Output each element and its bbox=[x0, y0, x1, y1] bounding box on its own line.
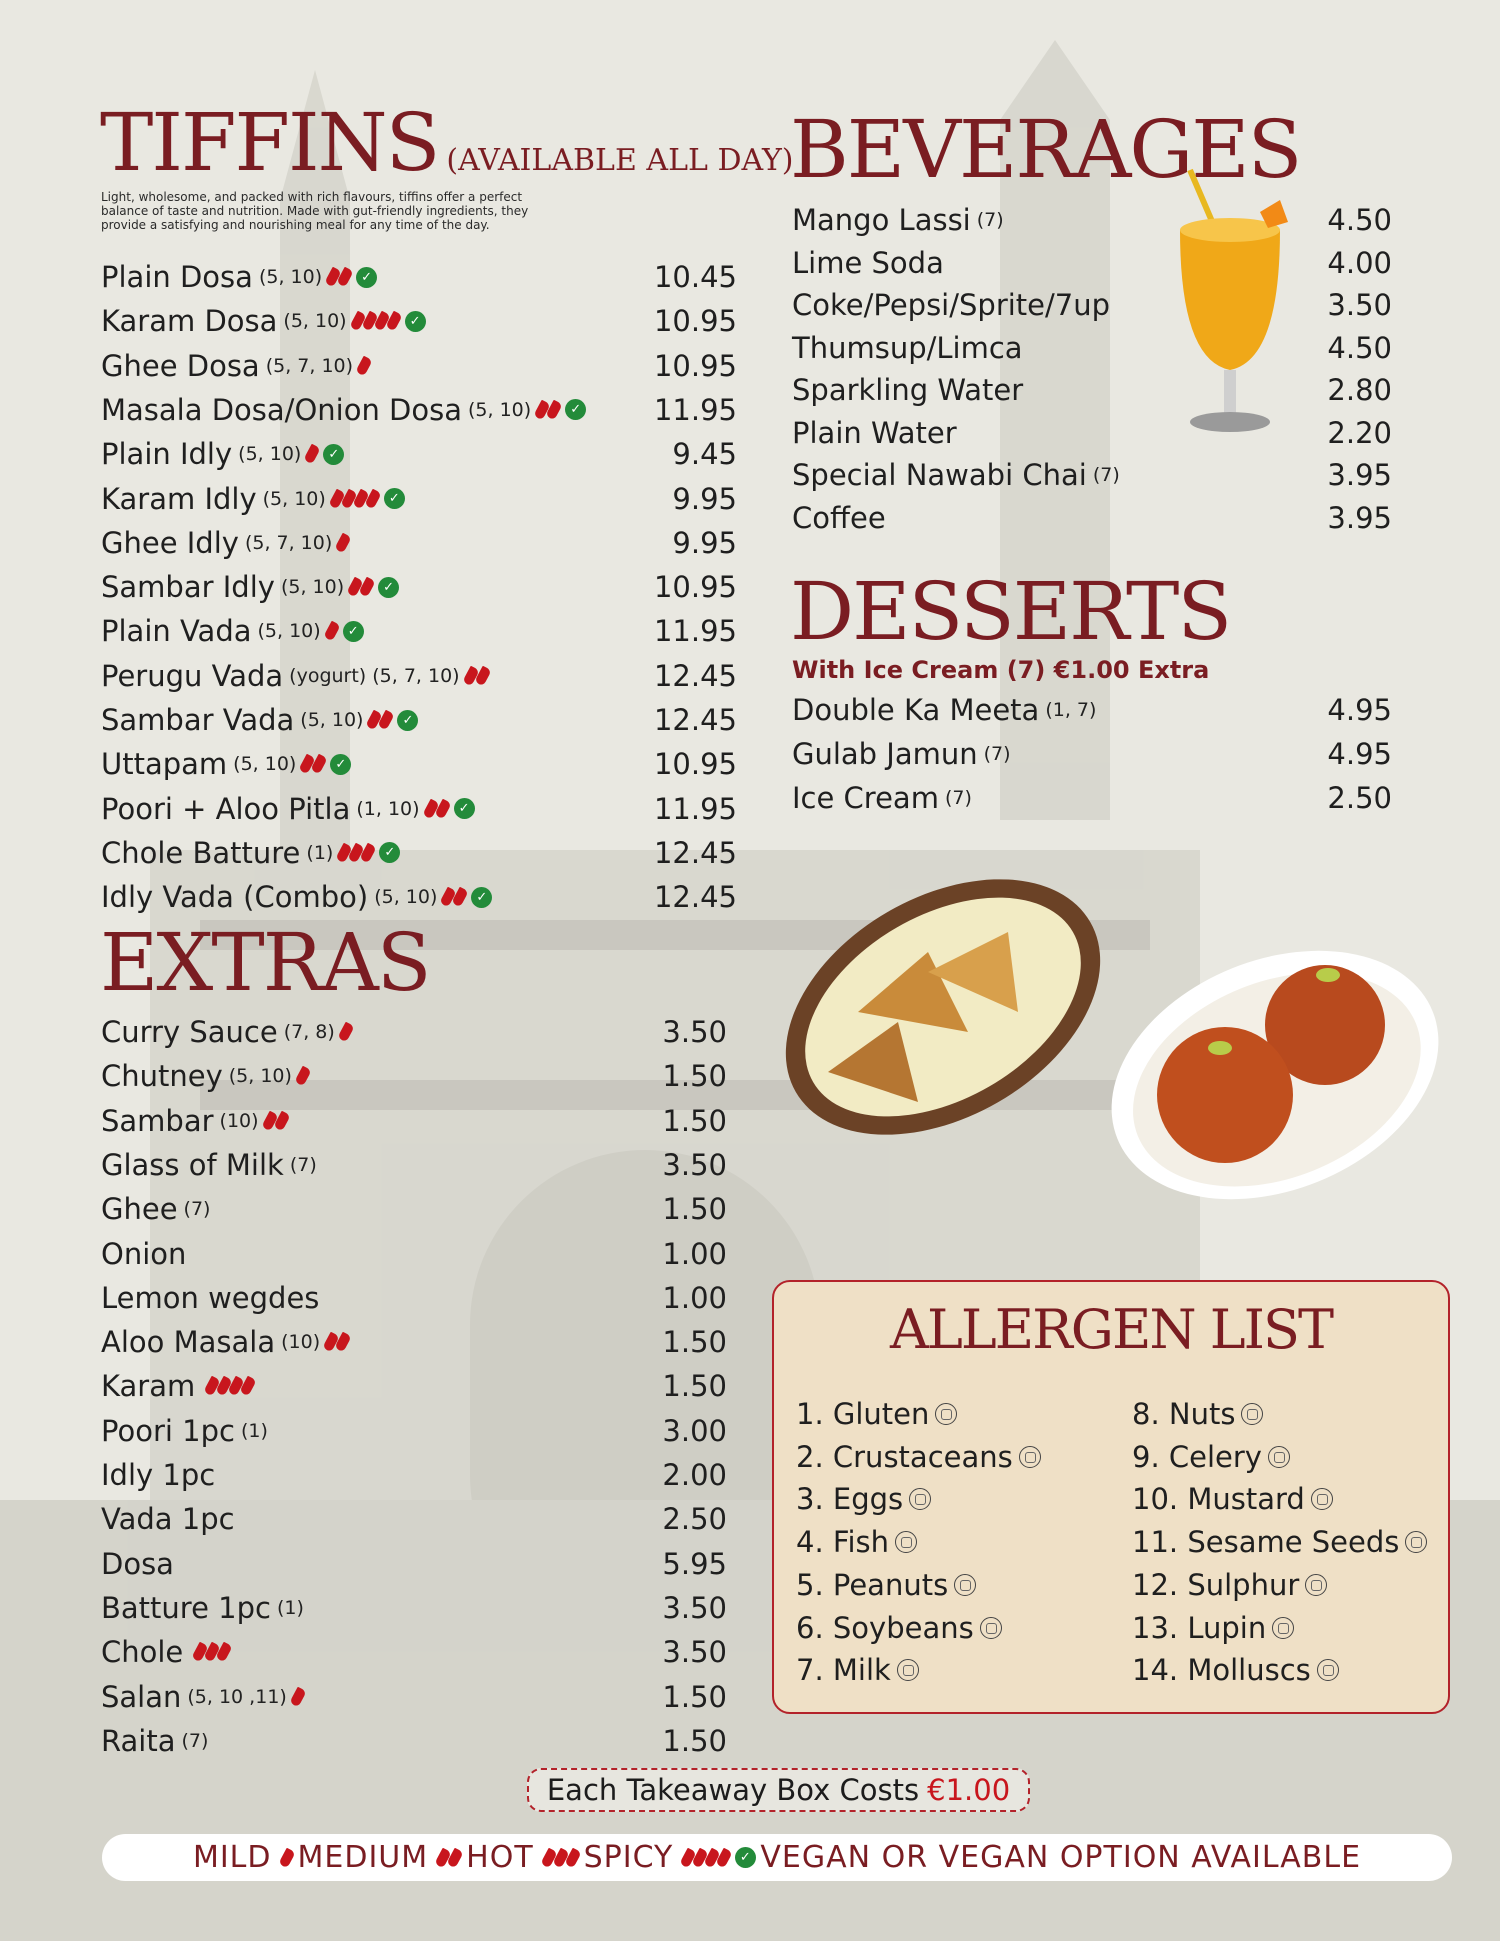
vegan-leaf-icon: ✓ bbox=[323, 444, 344, 465]
tiffins-subtitle: (AVAILABLE ALL DAY) bbox=[446, 143, 794, 178]
menu-item-price: 1.50 bbox=[662, 1723, 727, 1758]
menu-item-row bbox=[101, 255, 737, 299]
menu-item-allergens: (5, 10) bbox=[374, 886, 438, 909]
menu-item-price: 2.20 bbox=[1327, 415, 1392, 450]
menu-item-name: Chole bbox=[101, 1635, 184, 1670]
menu-item-row bbox=[792, 283, 1392, 327]
allergen-item bbox=[796, 1482, 931, 1516]
menu-item-allergens: (7) bbox=[983, 743, 1011, 765]
menu-item-allergens: (5, 10) bbox=[468, 398, 532, 421]
allergen-icon bbox=[1272, 1617, 1294, 1639]
takeaway-text: Each Takeaway Box Costs bbox=[546, 1773, 920, 1807]
menu-item-name: Plain Idly bbox=[101, 437, 233, 472]
menu-item-price: 4.50 bbox=[1327, 330, 1392, 365]
menu-item-name: Lime Soda bbox=[792, 245, 944, 280]
menu-item-name: Coffee bbox=[792, 500, 886, 535]
menu-item-row bbox=[792, 198, 1392, 242]
spice-level-icons bbox=[443, 887, 492, 908]
menu-item-price: 11.95 bbox=[653, 614, 737, 649]
allergen-icon bbox=[1405, 1531, 1427, 1553]
menu-item-name: Uttapam bbox=[101, 747, 228, 782]
menu-item-allergens: (5, 10) bbox=[300, 709, 364, 731]
menu-item-allergens: (7) bbox=[289, 1153, 317, 1176]
menu-item-allergens: (5, 10) bbox=[262, 487, 326, 510]
spice-level-icons bbox=[359, 357, 371, 375]
menu-item-price: 10.95 bbox=[653, 348, 737, 383]
menu-item-row bbox=[101, 299, 737, 343]
menu-item-row bbox=[792, 496, 1392, 540]
beverages-title: BEVERAGES bbox=[790, 103, 1301, 196]
menu-item-price: 3.95 bbox=[1327, 500, 1392, 535]
allergen-label: 5. Peanuts bbox=[796, 1567, 949, 1602]
menu-item-allergens: (10) bbox=[219, 1109, 259, 1132]
menu-item-row bbox=[101, 565, 737, 609]
menu-item-row bbox=[101, 787, 737, 831]
menu-item-name: Plain Vada bbox=[101, 614, 252, 649]
double-ka-meeta-image bbox=[768, 862, 1118, 1152]
menu-item-row bbox=[792, 732, 1392, 776]
menu-item-price: 3.50 bbox=[662, 1635, 727, 1670]
vegan-leaf-icon: ✓ bbox=[454, 798, 475, 819]
menu-item-row bbox=[101, 609, 737, 653]
menu-item-allergens: (7) bbox=[183, 1198, 211, 1221]
menu-item-name: Salan bbox=[101, 1679, 182, 1714]
allergen-icon bbox=[1317, 1659, 1339, 1681]
menu-item-name: Chole Batture bbox=[101, 835, 301, 870]
vegan-leaf-icon: ✓ bbox=[330, 754, 351, 775]
menu-item-allergens: (5, 10) bbox=[257, 620, 321, 643]
menu-item-name: Ice Cream bbox=[792, 781, 939, 815]
spice-level-icons bbox=[341, 1023, 353, 1041]
menu-item-allergens: (1, 10) bbox=[356, 797, 420, 820]
menu-item-price: 10.95 bbox=[653, 747, 737, 782]
menu-item-name: Onion bbox=[101, 1236, 187, 1271]
vegan-leaf-icon: ✓ bbox=[397, 710, 418, 731]
menu-item-price: 4.50 bbox=[1327, 203, 1392, 237]
allergen-item bbox=[796, 1568, 976, 1602]
vegan-leaf-icon: ✓ bbox=[384, 488, 405, 509]
menu-item-price: 9.95 bbox=[672, 525, 737, 560]
menu-item-price: 4.95 bbox=[1327, 737, 1392, 771]
menu-item-row bbox=[792, 241, 1392, 285]
allergen-icon bbox=[1019, 1446, 1041, 1468]
allergen-list-panel bbox=[772, 1280, 1450, 1714]
menu-item-row bbox=[101, 1630, 727, 1674]
menu-item-allergens: (7) bbox=[944, 787, 972, 809]
menu-item-allergens: (7) bbox=[976, 209, 1004, 231]
chili-icon bbox=[304, 444, 321, 465]
menu-item-allergens: (5, 7, 10) bbox=[265, 354, 354, 377]
menu-item-row bbox=[101, 1187, 727, 1231]
spice-level-icons bbox=[466, 667, 490, 685]
spice-level-icons bbox=[339, 842, 400, 863]
menu-item-price: 2.50 bbox=[1327, 781, 1392, 815]
menu-item-price: 9.45 bbox=[672, 437, 737, 472]
menu-item-allergens: (5, 10) bbox=[228, 1065, 292, 1088]
chili-icon bbox=[335, 533, 352, 554]
allergen-label: 3. Eggs bbox=[796, 1482, 904, 1517]
legend-hot: HOT bbox=[466, 1840, 534, 1875]
legend-hot-chili-icon bbox=[544, 1849, 580, 1867]
legend-mild-chili-icon bbox=[282, 1849, 294, 1867]
menu-item-row bbox=[101, 1453, 727, 1497]
menu-item-name: Mango Lassi bbox=[792, 203, 971, 237]
menu-item-price: 2.50 bbox=[662, 1502, 727, 1537]
menu-item-price: 12.45 bbox=[653, 703, 737, 737]
menu-item-allergens: (10) bbox=[281, 1331, 321, 1354]
menu-item-row bbox=[101, 654, 737, 698]
menu-item-price: 4.00 bbox=[1327, 245, 1392, 280]
menu-item-price: 1.50 bbox=[662, 1103, 727, 1138]
tiffins-title: TIFFINS bbox=[100, 96, 439, 189]
legend-medium-chili-icon bbox=[438, 1849, 462, 1867]
menu-item-allergens: (5, 10) bbox=[238, 443, 302, 466]
menu-item-price: 1.50 bbox=[662, 1192, 727, 1227]
legend-mild: MILD bbox=[192, 1840, 272, 1875]
menu-item-price: 3.00 bbox=[662, 1413, 727, 1448]
menu-item-price: 1.00 bbox=[662, 1280, 727, 1315]
allergen-icon bbox=[954, 1574, 976, 1596]
menu-item-name: Sparkling Water bbox=[792, 373, 1024, 407]
menu-item-row bbox=[101, 432, 737, 476]
allergen-item bbox=[796, 1653, 919, 1687]
menu-item-name: Plain Water bbox=[792, 415, 957, 450]
menu-item-name: Karam Idly bbox=[101, 481, 257, 516]
menu-item-allergens: (5, 10) bbox=[233, 753, 297, 776]
menu-item-row bbox=[792, 776, 1392, 820]
menu-item-row bbox=[792, 326, 1392, 370]
menu-item-name: Aloo Masala bbox=[101, 1325, 276, 1360]
menu-item-price: 4.95 bbox=[1327, 693, 1392, 727]
allergen-item bbox=[796, 1440, 1041, 1474]
menu-item-name: Thumsup/Limca bbox=[792, 330, 1023, 365]
menu-item-row bbox=[101, 1010, 727, 1054]
allergen-icon bbox=[1241, 1403, 1263, 1425]
menu-item-name: Chutney bbox=[101, 1059, 223, 1094]
menu-item-allergens: (1) bbox=[240, 1419, 268, 1442]
menu-item-price: 2.80 bbox=[1327, 373, 1392, 407]
spice-level-icons bbox=[537, 399, 586, 420]
menu-item-name: Raita bbox=[101, 1723, 176, 1758]
menu-item-row bbox=[101, 1497, 727, 1541]
menu-item-allergens: (7) bbox=[181, 1729, 209, 1752]
menu-item-allergens: (5, 7, 10) bbox=[244, 531, 333, 554]
allergen-label: 2. Crustaceans bbox=[796, 1439, 1013, 1474]
menu-item-allergens: (5, 10) bbox=[258, 266, 323, 288]
spice-level-icons bbox=[293, 1688, 305, 1706]
allergen-item bbox=[1132, 1482, 1333, 1516]
allergen-label: 10. Mustard bbox=[1132, 1482, 1305, 1517]
menu-item-price: 12.45 bbox=[653, 835, 737, 870]
menu-item-row bbox=[101, 1276, 727, 1320]
menu-item-row bbox=[101, 477, 737, 521]
allergen-icon bbox=[1311, 1488, 1333, 1510]
allergen-item bbox=[1132, 1611, 1294, 1645]
chili-icon bbox=[323, 621, 340, 642]
menu-item-allergens: (5, 10 ,11) bbox=[187, 1685, 287, 1708]
vegan-leaf-icon: ✓ bbox=[378, 577, 399, 598]
menu-item-row bbox=[101, 1099, 727, 1143]
allergen-item bbox=[1132, 1440, 1290, 1474]
spice-level-icons bbox=[338, 534, 350, 552]
legend-vegan-leaf-icon: ✓ bbox=[735, 1847, 756, 1868]
menu-item-row bbox=[101, 1320, 727, 1364]
menu-item-row bbox=[101, 698, 737, 742]
chili-icon bbox=[337, 1022, 354, 1043]
menu-item-price: 10.95 bbox=[653, 570, 737, 605]
spice-level-icons bbox=[353, 311, 426, 332]
allergen-item bbox=[1132, 1397, 1263, 1431]
menu-item-row bbox=[101, 1542, 727, 1586]
menu-item-row bbox=[101, 875, 737, 919]
allergen-item bbox=[1132, 1653, 1339, 1687]
spice-level-icons bbox=[265, 1112, 289, 1130]
menu-item-name: Karam bbox=[101, 1369, 196, 1404]
menu-item-price: 11.95 bbox=[653, 392, 737, 427]
menu-item-row bbox=[101, 344, 737, 388]
allergen-icon bbox=[895, 1531, 917, 1553]
menu-item-price: 11.95 bbox=[653, 791, 737, 826]
menu-item-allergens: (1, 7) bbox=[1045, 699, 1097, 721]
menu-item-name: Lemon wegdes bbox=[101, 1280, 320, 1315]
menu-item-price: 12.45 bbox=[653, 880, 737, 915]
spice-level-icons bbox=[307, 444, 344, 465]
menu-item-price: 1.50 bbox=[662, 1679, 727, 1714]
allergen-label: 4. Fish bbox=[796, 1525, 890, 1560]
spice-level-icons bbox=[369, 710, 418, 731]
allergen-icon bbox=[1268, 1446, 1290, 1468]
menu-item-price: 1.50 bbox=[662, 1325, 727, 1360]
menu-item-name: Ghee Dosa bbox=[101, 348, 260, 383]
allergen-label: 1. Gluten bbox=[796, 1397, 930, 1431]
menu-item-price: 3.95 bbox=[1327, 458, 1392, 492]
menu-item-name: Vada 1pc bbox=[101, 1502, 235, 1537]
menu-item-name: Gulab Jamun bbox=[792, 737, 978, 771]
menu-item-row bbox=[792, 453, 1392, 497]
menu-item-name: Idly Vada (Combo) bbox=[101, 880, 369, 915]
menu-item-allergens: (7) bbox=[1092, 464, 1120, 486]
allergen-label: 7. Milk bbox=[796, 1653, 891, 1688]
allergen-item bbox=[796, 1611, 1002, 1645]
menu-item-name: Sambar bbox=[101, 1103, 214, 1138]
allergen-icon bbox=[1305, 1574, 1327, 1596]
menu-item-allergens: (7, 8) bbox=[283, 1021, 335, 1043]
menu-item-name: Ghee Idly bbox=[101, 525, 239, 560]
extras-title: EXTRAS bbox=[100, 916, 430, 1009]
menu-item-allergens: (1) bbox=[306, 841, 334, 864]
menu-item-allergens: (yogurt) (5, 7, 10) bbox=[289, 664, 460, 687]
spice-level-icons bbox=[298, 1067, 310, 1085]
legend-spicy-chili-icon bbox=[683, 1849, 731, 1867]
chili-icon bbox=[355, 355, 372, 376]
menu-item-name: Glass of Milk bbox=[101, 1147, 284, 1182]
menu-item-name: Curry Sauce bbox=[101, 1015, 278, 1049]
menu-item-price: 3.50 bbox=[662, 1590, 727, 1625]
spice-level-icons bbox=[195, 1643, 231, 1661]
menu-item-name: Sambar Idly bbox=[101, 570, 275, 605]
menu-item-name: Double Ka Meeta bbox=[792, 693, 1040, 727]
menu-item-row bbox=[101, 1409, 727, 1453]
allergen-label: 12. Sulphur bbox=[1132, 1567, 1300, 1602]
allergen-label: 13. Lupin bbox=[1132, 1610, 1267, 1645]
menu-item-price: 3.50 bbox=[662, 1015, 727, 1049]
vegan-leaf-icon: ✓ bbox=[356, 267, 377, 288]
vegan-leaf-icon: ✓ bbox=[471, 887, 492, 908]
menu-item-allergens: (1) bbox=[276, 1596, 304, 1619]
menu-item-row bbox=[792, 368, 1392, 412]
spice-level-icons bbox=[328, 267, 377, 288]
menu-item-row bbox=[792, 688, 1392, 732]
menu-item-row bbox=[101, 742, 737, 786]
menu-item-price: 1.00 bbox=[662, 1236, 727, 1271]
spice-level-icons bbox=[350, 577, 399, 598]
menu-item-name: Idly 1pc bbox=[101, 1458, 216, 1492]
spice-level-icons bbox=[302, 754, 351, 775]
menu-item-row bbox=[101, 521, 737, 565]
gulab-jamun-image bbox=[1100, 930, 1450, 1215]
menu-item-name: Perugu Vada bbox=[101, 658, 284, 693]
menu-item-name: Ghee bbox=[101, 1192, 178, 1227]
menu-item-row bbox=[792, 411, 1392, 455]
menu-item-price: 5.95 bbox=[662, 1546, 727, 1581]
menu-item-name: Batture 1pc bbox=[101, 1590, 271, 1625]
menu-item-name: Masala Dosa/Onion Dosa bbox=[101, 392, 462, 427]
menu-item-name: Sambar Vada bbox=[101, 703, 295, 737]
allergen-icon bbox=[897, 1659, 919, 1681]
menu-item-row bbox=[101, 388, 737, 432]
menu-item-price: 3.50 bbox=[662, 1147, 727, 1182]
allergen-item bbox=[796, 1397, 957, 1431]
menu-item-price: 1.50 bbox=[662, 1369, 727, 1404]
menu-item-row bbox=[101, 1143, 727, 1187]
spice-level-icons bbox=[426, 798, 475, 819]
menu-item-name: Dosa bbox=[101, 1546, 174, 1581]
allergen-item bbox=[796, 1525, 917, 1559]
vegan-leaf-icon: ✓ bbox=[405, 311, 426, 332]
vegan-leaf-icon: ✓ bbox=[565, 399, 586, 420]
allergen-icon bbox=[980, 1617, 1002, 1639]
spice-level-icons bbox=[332, 488, 405, 509]
allergen-label: 6. Soybeans bbox=[796, 1610, 974, 1645]
tiffins-heading bbox=[100, 96, 794, 189]
allergen-list-title: ALLERGEN LIST bbox=[890, 1298, 1332, 1361]
allergen-icon bbox=[935, 1403, 957, 1425]
menu-item-name: Plain Dosa bbox=[101, 260, 253, 294]
menu-item-name: Poori + Aloo Pitla bbox=[101, 791, 351, 826]
menu-item-price: 10.95 bbox=[653, 304, 737, 339]
allergen-label: 11. Sesame Seeds bbox=[1132, 1525, 1400, 1560]
menu-item-price: 10.45 bbox=[653, 260, 737, 294]
allergen-label: 14. Molluscs bbox=[1132, 1653, 1311, 1688]
spice-level-icons bbox=[207, 1377, 255, 1395]
allergen-item bbox=[1132, 1525, 1427, 1559]
chili-icon bbox=[294, 1066, 311, 1087]
menu-item-row bbox=[101, 1719, 727, 1763]
menu-item-row bbox=[101, 831, 737, 875]
allergen-icon bbox=[909, 1488, 931, 1510]
vegan-leaf-icon: ✓ bbox=[379, 842, 400, 863]
menu-item-price: 3.50 bbox=[1327, 288, 1392, 322]
chili-icon bbox=[378, 710, 395, 731]
tiffins-description: Light, wholesome, and packed with rich flavours, tiffins offer a perfect balance of taste and nutrition. Made with gut-friendly ingredients, they provide a satisfying and nourishing meal for any time of the day. bbox=[101, 190, 529, 232]
menu-item-row bbox=[101, 1364, 727, 1408]
menu-item-name: Karam Dosa bbox=[101, 304, 278, 339]
menu-item-price: 9.95 bbox=[672, 481, 737, 516]
desserts-title: DESSERTS bbox=[790, 565, 1231, 658]
menu-item-allergens: (5, 10) bbox=[283, 310, 347, 333]
legend-spicy: SPICY bbox=[583, 1840, 674, 1875]
spice-level-icons bbox=[327, 621, 364, 642]
menu-item-allergens: (5, 10) bbox=[280, 576, 345, 599]
takeaway-note bbox=[527, 1768, 1030, 1812]
menu-item-price: 2.00 bbox=[662, 1458, 727, 1492]
legend-medium: MEDIUM bbox=[297, 1840, 429, 1875]
spice-legend bbox=[102, 1834, 1452, 1881]
spice-level-icons bbox=[326, 1333, 350, 1351]
menu-item-name: Coke/Pepsi/Sprite/7up bbox=[792, 288, 1111, 322]
menu-item-name: Poori 1pc bbox=[101, 1413, 235, 1448]
menu-item-name: Special Nawabi Chai bbox=[792, 458, 1087, 492]
vegan-leaf-icon: ✓ bbox=[343, 621, 364, 642]
takeaway-cost: €1.00 bbox=[927, 1773, 1011, 1807]
allergen-label: 9. Celery bbox=[1132, 1439, 1262, 1474]
legend-vegan: VEGAN OR VEGAN OPTION AVAILABLE bbox=[760, 1840, 1362, 1875]
menu-item-row bbox=[101, 1586, 727, 1630]
menu-item-price: 1.50 bbox=[662, 1059, 727, 1094]
menu-item-row bbox=[101, 1232, 727, 1276]
desserts-subtitle: With Ice Cream (7) €1.00 Extra bbox=[792, 656, 1210, 684]
chili-icon bbox=[289, 1686, 306, 1707]
menu-item-row bbox=[101, 1054, 727, 1098]
allergen-label: 8. Nuts bbox=[1132, 1397, 1236, 1431]
menu-item-price: 12.45 bbox=[653, 658, 737, 693]
allergen-item bbox=[1132, 1568, 1327, 1602]
menu-item-row bbox=[101, 1675, 727, 1719]
